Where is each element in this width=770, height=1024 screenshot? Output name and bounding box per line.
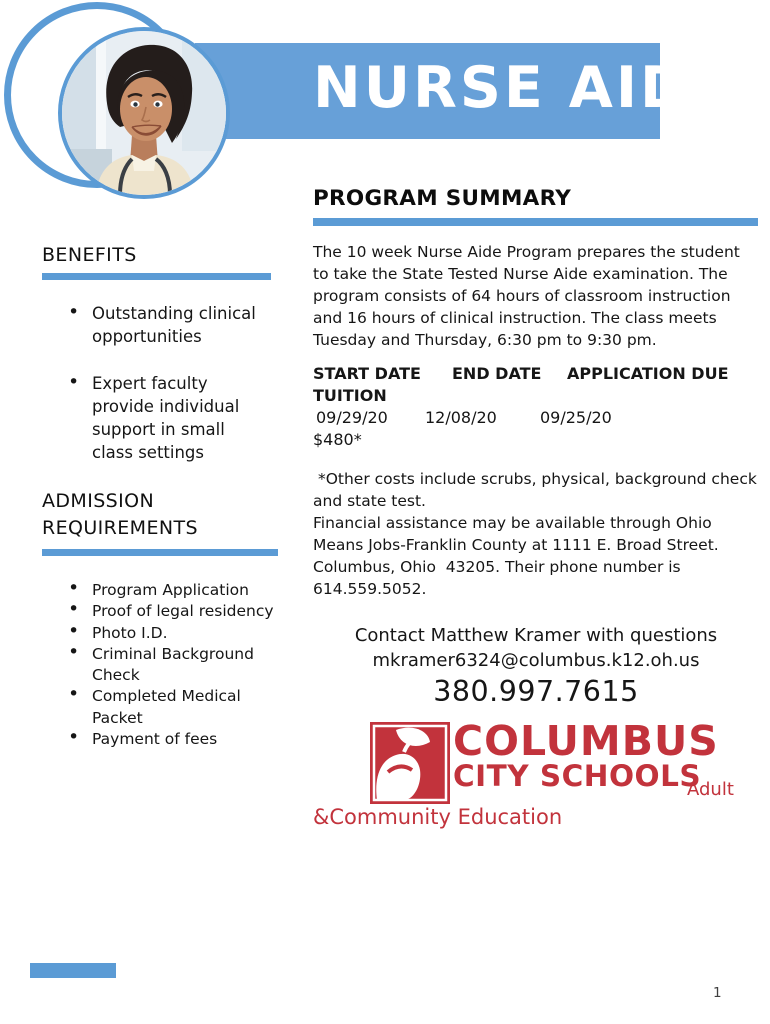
schedule-table — [313, 364, 759, 468]
logo-adult: Adult — [687, 779, 734, 800]
nurse-photo — [58, 27, 230, 199]
benefits-accent-rule — [42, 273, 271, 280]
end-date-header: END DATE — [452, 364, 542, 383]
admission-list — [42, 580, 278, 750]
list-item: • Criminal Background Check — [42, 644, 284, 687]
nurse-portrait-illustration — [62, 31, 226, 195]
benefits-heading: BENEFITS — [42, 244, 137, 266]
sidebar — [42, 244, 278, 750]
start-date-header: START DATE — [313, 364, 421, 383]
logo-columbus: COLUMBUS — [453, 717, 719, 765]
title-banner — [195, 43, 733, 139]
benefits-list — [42, 302, 278, 464]
logo-city-schools: CITY SCHOOLS — [453, 759, 702, 793]
application-due-value: 09/25/20 — [540, 408, 612, 427]
list-item: • Outstanding clinical opportunities — [42, 302, 256, 348]
program-summary-text: The 10 week Nurse Aide Program prepares the student to take the State Tested Nurse Aide examination. The program consists of 64 hours of classroom instruction and 16 hours of clinical instruction. The class meets Tuesday and Thursday, 6:30 pm to 9:30 pm. — [313, 243, 740, 349]
list-item: • Photo I.D. — [42, 623, 284, 644]
banner-title: NURSE AIDE — [313, 55, 733, 121]
bottom-accent-bar — [30, 963, 116, 978]
list-item: • Expert faculty provide individual support in small class settings — [42, 372, 256, 464]
banner-title-clip — [313, 55, 733, 121]
tuition-header: TUITION — [313, 386, 387, 405]
page-number: 1 — [713, 985, 722, 1001]
contact-phone: 380.997.7615 — [433, 675, 639, 708]
application-due-header: APPLICATION DUE — [567, 364, 729, 383]
columbus-city-schools-logo — [313, 717, 759, 832]
tuition-value: $480* — [313, 430, 362, 449]
list-item: • Proof of legal residency — [42, 601, 284, 622]
contact-name-line: Contact Matthew Kramer with questions — [354, 625, 718, 646]
logo-text — [453, 717, 719, 793]
admission-heading: ADMISSION REQUIREMENTS — [42, 490, 198, 539]
start-date-value: 09/29/20 — [316, 408, 388, 427]
program-summary-heading: PROGRAM SUMMARY — [313, 186, 572, 211]
list-item: • Program Application — [42, 580, 284, 601]
main-content — [313, 186, 762, 832]
list-item: • Payment of fees — [42, 729, 284, 750]
end-date-value: 12/08/20 — [425, 408, 497, 427]
contact-email: mkramer6324@columbus.k12.oh.us — [372, 650, 700, 671]
financial-assistance-note: Financial assistance may be available through Ohio Means Jobs-Franklin County at 1111 E. Broad Street. Columbus, Ohio 43205. Their phone number is 614.559.5052. — [313, 514, 724, 598]
contact-block — [313, 623, 759, 709]
other-costs-note: *Other costs include scrubs, physical, background check and state test. — [313, 470, 762, 510]
apple-logo-icon — [370, 722, 450, 808]
admission-accent-rule — [42, 549, 278, 556]
program-summary-accent-rule — [313, 218, 758, 226]
list-item: • Completed Medical Packet — [42, 686, 284, 729]
logo-community-education: &Community Education — [313, 805, 563, 829]
